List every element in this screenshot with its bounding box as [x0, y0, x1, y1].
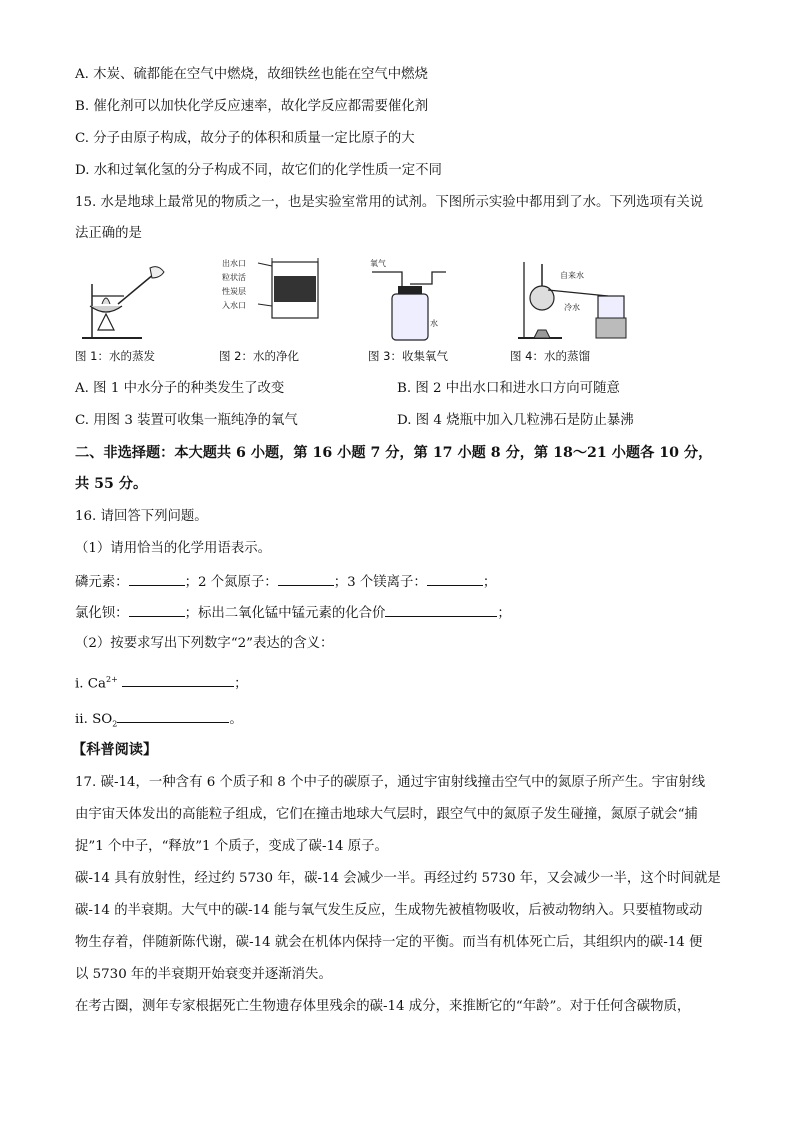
semicolon: ； [497, 606, 511, 621]
fig3-label-oxygen: 氧气 [370, 259, 386, 268]
ca-label: ⅰ. Ca [75, 676, 107, 692]
blank-nitrogen-atoms[interactable] [278, 572, 334, 586]
q16-line2 [75, 603, 511, 623]
q15-stem-line2: 法正确的是 [75, 226, 142, 241]
q15-option-b: B. 图 2 中出水口和进水口方向可随意 [397, 381, 620, 396]
fig2-label-carbon1: 粒状活 [222, 273, 246, 282]
period: 。 [229, 712, 243, 727]
reading-p2-line4: 以 5730 年的半衰期开始衰变并逐渐消失。 [75, 967, 332, 982]
caption-figure-1: 图 1：水的蒸发 [75, 349, 155, 363]
fig2-label-carbon2: 性炭层 [222, 287, 246, 296]
section-2-header-line1: 二、非选择题：本大题共 6 小题，第 16 小题 7 分，第 17 小题 8 分，第 18～21 小题各 10 分， [75, 445, 713, 461]
reading-p1-line1: 17. 碳-14，一种含有 6 个质子和 8 个中子的碳原子，通过宇宙射线撞击空气中的氮原子所产生。宇宙射线 [75, 775, 706, 790]
q15-option-a: A. 图 1 中水分子的种类发生了改变 [75, 381, 285, 396]
q14-option-c: C. 分子由原子构成，故分子的体积和质量一定比原子的大 [75, 131, 415, 146]
blank-barium-chloride[interactable] [129, 603, 185, 617]
fig2-label-outlet: 出水口 [222, 259, 246, 268]
caption-figure-3: 图 3：收集氧气 [368, 349, 448, 363]
fig2-label-inlet: 入水口 [222, 301, 246, 310]
so2-subscript: 2 [112, 719, 118, 729]
q16-line1 [75, 572, 496, 592]
reading-p2-line3: 物生存着，伴随新陈代谢，碳-14 就会在机体内保持一定的平衡。而当有机体死亡后，其组织内的碳-14 便 [75, 935, 703, 950]
label-magnesium-ions: ；3 个镁离子： [333, 575, 427, 590]
figure-3-oxygen-collection [366, 256, 476, 344]
q16-part2: （2）按要求写出下列数字“2”表达的含义： [75, 636, 334, 651]
q16-stem: 16. 请回答下列问题。 [75, 509, 208, 524]
semicolon: ； [234, 676, 248, 692]
section-2-header-line2: 共 55 分。 [75, 476, 148, 492]
label-barium-chloride: 氯化钡： [75, 606, 129, 621]
reading-header: 【科普阅读】 [72, 742, 158, 758]
reading-p3-line1: 在考古圈，测年专家根据死亡生物遗存体里残余的碳-14 成分，来推断它的“年龄”。对于任何含碳物质， [75, 999, 691, 1014]
blank-so2-meaning[interactable] [117, 709, 229, 723]
blank-phosphorus[interactable] [129, 572, 185, 586]
q15-option-c: C. 用图 3 装置可收集一瓶纯净的氧气 [75, 413, 298, 428]
label-phosphorus: 磷元素： [75, 575, 129, 590]
q16-item-i [75, 671, 247, 693]
q14-option-a: A. 木炭、硫都能在空气中燃烧，故细铁丝也能在空气中燃烧 [75, 67, 428, 82]
figure-2-purification [222, 256, 332, 344]
figure-1-evaporation [72, 256, 172, 344]
ca-charge: 2+ [106, 675, 118, 684]
blank-ca-meaning[interactable] [122, 673, 234, 687]
reading-p2-line2: 碳-14 的半衰期。大气中的碳-14 能与氧气发生反应，生成物先被植物吸收，后被动物纳入。只要植物或动 [75, 903, 703, 918]
reading-p1-line2: 由宇宙天体发出的高能粒子组成，它们在撞击地球大气层时，跟空气中的氮原子发生碰撞，氮原子就会“捕 [75, 807, 698, 822]
q15-option-d: D. 图 4 烧瓶中加入几粒沸石是防止暴沸 [397, 413, 634, 428]
blank-magnesium-ions[interactable] [427, 572, 483, 586]
caption-figure-4: 图 4：水的蒸馏 [510, 349, 590, 363]
q15-stem-line1: 15. 水是地球上最常见的物质之一，也是实验室常用的试剂。下图所示实验中都用到了水。下列选项有关说 [75, 195, 704, 210]
reading-p1-line3: 捉”1 个中子，“释放”1 个质子，变成了碳-14 原子。 [75, 839, 388, 854]
q14-option-d: D. 水和过氧化氢的分子构成不同，故它们的化学性质一定不同 [75, 163, 442, 178]
fig4-label-coldwater: 冷水 [564, 303, 580, 312]
caption-figure-2: 图 2：水的净化 [219, 349, 299, 363]
label-manganese-valence: ；标出二氧化锰中锰元素的化合价 [184, 606, 386, 621]
label-nitrogen-atoms: ；2 个氮原子： [184, 575, 278, 590]
reading-p2-line1: 碳-14 具有放射性，经过约 5730 年，碳-14 会减少一半。再经过约 5730 年，又会减少一半，这个时间就是 [75, 871, 721, 886]
fig3-label-water: 水 [430, 319, 438, 328]
q16-part1: （1）请用恰当的化学用语表示。 [75, 541, 271, 556]
blank-manganese-valence[interactable] [385, 603, 497, 617]
q14-option-b: B. 催化剂可以加快化学反应速率，故化学反应都需要催化剂 [75, 99, 429, 114]
figure-4-distillation [512, 256, 632, 344]
semicolon: ； [482, 575, 497, 590]
fig4-label-tapwater: 自来水 [560, 271, 584, 280]
so2-label: ⅱ. SO [75, 712, 113, 727]
q16-item-ii [75, 709, 243, 734]
